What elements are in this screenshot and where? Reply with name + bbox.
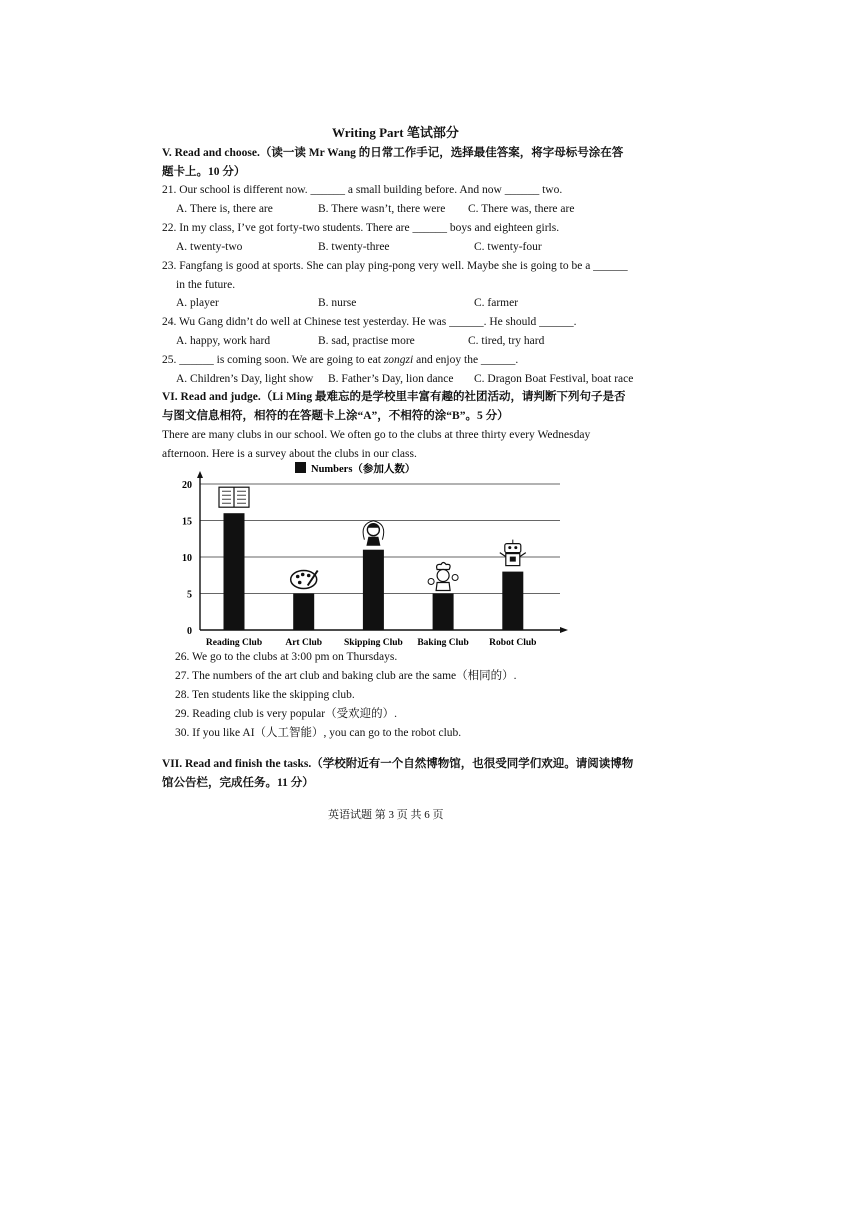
section-6-heading-cont: 与图文信息相符，相符的在答题卡上涂“A”，不相符的涂“B”。5 分）: [162, 410, 509, 422]
bar-skipping-club: [363, 550, 384, 630]
y-tick-label: 20: [182, 480, 192, 491]
passage-line-2: afternoon. Here is a survey about the clubs in our class.: [162, 448, 417, 460]
question-23: 23. Fangfang is good at sports. She can play ping-pong very well. Maybe she is going to be a ______: [162, 260, 628, 272]
bar-reading-club: [224, 513, 245, 630]
x-tick-label: Art Club: [285, 638, 323, 648]
q23-option-a: A. player: [176, 297, 219, 309]
q22-option-b: B. twenty-three: [318, 241, 390, 253]
bar-baking-club: [433, 594, 454, 631]
x-tick-label: Baking Club: [417, 638, 469, 648]
jump-rope-girl-icon: [363, 521, 384, 546]
section-7-heading-cont: 馆公告栏，完成任务。11 分）: [162, 777, 314, 789]
section-7-heading: VII. Read and finish the tasks.（学校附近有一个自然博物馆，也很受同学们欢迎。请阅读博物: [162, 758, 634, 770]
q24-option-c: C. tired, try hard: [468, 335, 545, 347]
y-tick-label: 15: [182, 516, 192, 528]
page-footer: 英语试题 第 3 页 共 6 页: [328, 809, 444, 821]
statement-26: 26. We go to the clubs at 3:00 pm on Thursdays.: [175, 651, 398, 663]
chart-legend: [295, 462, 415, 475]
q21-option-a: A. There is, there are: [176, 203, 273, 215]
question-21: 21. Our school is different now. ______ a small building before. And now ______ two.: [162, 184, 563, 196]
statement-29: 29. Reading club is very popular（受欢迎的）.: [175, 708, 397, 720]
x-tick-label: Robot Club: [489, 638, 537, 648]
legend-label: Numbers（参加人数）: [311, 464, 416, 475]
bar-art-club: [293, 594, 314, 631]
passage-line-1: There are many clubs in our school. We often go to the clubs at three thirty every Wednesday: [162, 429, 591, 441]
q22-option-a: A. twenty-two: [176, 241, 243, 253]
q25-italic-word: zongzi: [383, 354, 414, 366]
y-axis-arrow: [197, 471, 203, 478]
club-survey-bar-chart: [170, 458, 590, 652]
y-tick-label: 0: [187, 626, 192, 637]
statement-27: 27. The numbers of the art club and baking club are the same（相同的）.: [175, 670, 517, 682]
palette-icon: [291, 571, 318, 589]
book-icon: [219, 487, 249, 507]
q25-option-a: A. Children’s Day, light show: [176, 373, 314, 385]
question-23-cont: in the future.: [176, 279, 236, 291]
y-tick-label: 10: [182, 553, 192, 564]
page-title: Writing Part 笔试部分: [332, 125, 459, 140]
question-25: [162, 353, 518, 367]
bar-robot-club: [502, 572, 523, 630]
legend-swatch: [295, 462, 306, 473]
q21-option-b: B. There wasn’t, there were: [318, 203, 446, 215]
q21-option-c: C. There was, there are: [468, 203, 575, 215]
q22-option-c: C. twenty-four: [474, 241, 542, 253]
x-tick-label: Skipping Club: [343, 638, 403, 648]
section-5-heading: V. Read and choose.（读一读 Mr Wang 的日常工作手记，选择最佳答案，将字母标号涂在答: [162, 147, 624, 159]
q24-option-b: B. sad, practise more: [318, 335, 415, 347]
statement-28: 28. Ten students like the skipping club.: [175, 689, 355, 701]
q25-option-b: B. Father’s Day, lion dance: [328, 373, 454, 385]
question-22: 22. In my class, I’ve got forty-two students. There are ______ boys and eighteen girls.: [162, 222, 560, 234]
robot-icon: [500, 540, 526, 566]
section-5-heading-cont: 题卡上。10 分）: [162, 166, 246, 178]
q24-option-a: A. happy, work hard: [176, 335, 271, 347]
x-tick-label: Reading Club: [205, 638, 263, 648]
chef-icon: [428, 563, 458, 591]
x-axis-arrow: [560, 627, 568, 633]
y-tick-label: 5: [187, 589, 192, 601]
q23-option-c: C. farmer: [474, 297, 519, 309]
q25-option-c: C. Dragon Boat Festival, boat race: [474, 373, 634, 385]
section-6-heading: VI. Read and judge.（Li Ming 最难忘的是学校里丰富有趣的社团活动，请判断下列句子是否: [162, 391, 626, 403]
q23-option-b: B. nurse: [318, 297, 357, 309]
q25-text-start: 25. ______ is coming soon. We are going to eat: [162, 354, 384, 366]
q25-text-end: and enjoy the ______.: [413, 354, 519, 366]
statement-30: 30. If you like AI（人工智能）, you can go to the robot club.: [175, 727, 462, 739]
question-24: 24. Wu Gang didn’t do well at Chinese test yesterday. He was ______. He should ______.: [162, 316, 577, 328]
